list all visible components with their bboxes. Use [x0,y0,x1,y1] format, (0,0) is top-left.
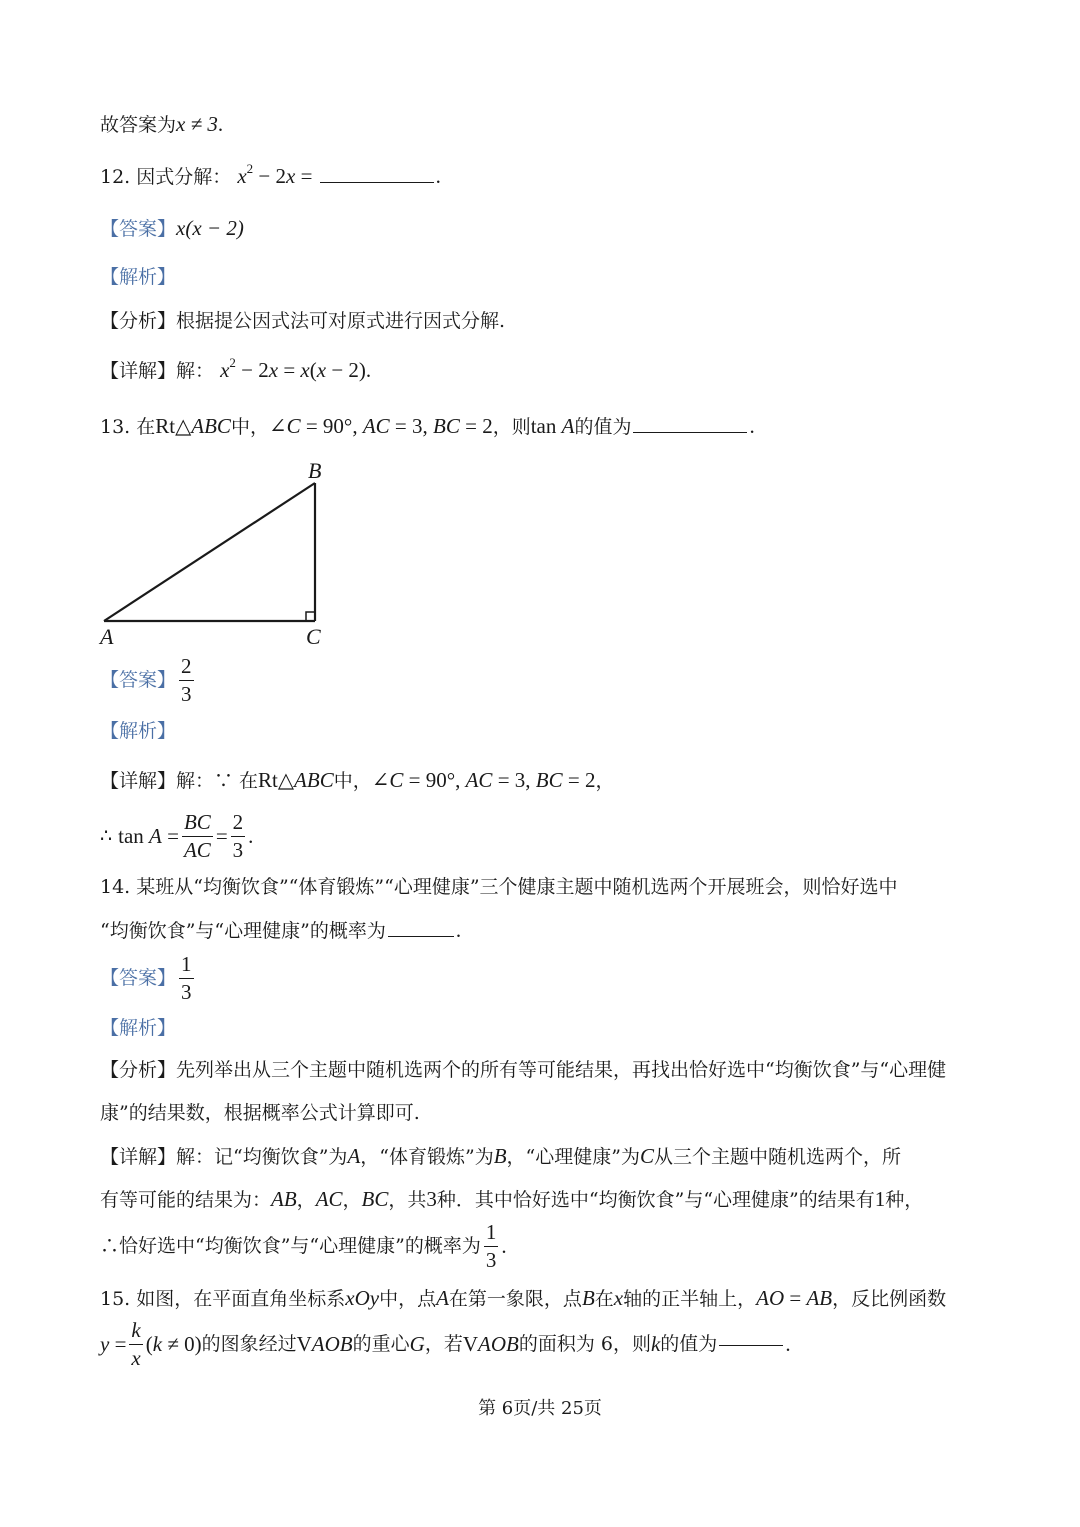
answer-14 [100,954,197,1003]
question-12: 12. 因式分解： $x^2 - 2x$ = . [100,161,441,188]
text: 轴的正半轴上， [623,1288,757,1310]
detail-12-math: $x^2 - 2x = x(x - 2)$. [220,355,372,382]
answer-blank [320,181,434,183]
text: 在 [594,1288,614,1310]
text: ，共 [388,1189,427,1211]
therefore-symbol: ∴ [100,825,119,847]
text: ，反比例函数 [832,1288,947,1310]
text: 的值为 [660,1333,718,1355]
answer-blank [633,431,747,433]
text: ，则 [492,416,531,438]
question-13-text: 13. 在 [100,416,156,438]
text: 中， [230,416,269,438]
detail-14-line2: 有等可能的结果为：AB，AC，BC，共3种．其中恰好选中“均衡饮食”与“心理健康”的结果有1种， [100,1187,924,1211]
text: 【详解】解：记“均衡饮食”为 [100,1146,348,1168]
text: 在第一象限，点 [448,1288,582,1310]
detail-14-line1: 【详解】解：记“均衡饮食”为A，“体育锻炼”为B，“心理健康”为C从三个主题中随机选两个，所 [100,1144,901,1168]
detail-tag: 【详解】解：∵ 在 [100,770,259,792]
text: ，若 [424,1333,463,1355]
question-12-text: 12. 因式分解： [100,166,232,188]
label-c: C [306,624,321,649]
text: 的重心 [352,1333,410,1355]
analysis-14-line2: 康”的结果数，根据概率公式计算即可. [100,1102,420,1124]
math: x ≠ 3 [176,112,218,136]
answer-conclusion-11: 故答案为x ≠ 3. [100,112,224,136]
answer-math: x(x − 2) [176,216,244,240]
page-footer: 第 6页/共 25页 [478,1398,602,1419]
analysis-tag-12: 【解析】 [100,266,177,288]
question-12-expression: $x^2 - 2x$ = [237,161,318,188]
text: 的面积为 6，则 [518,1333,651,1355]
answer-tag: 【答案】 [100,669,177,691]
detail-13: 【详解】解：∵ 在Rt△ABC中，∠C = 90°, AC = 3, BC = 2， [100,768,615,792]
text: 的图象经过 [201,1333,297,1355]
detail-13-result: ∴ tan A = $\frac{BC}{AC}$ = $\frac{2}{3}$ . [100,810,254,862]
answer-fraction: $\frac{1}{3}$ [181,952,192,1004]
analysis-12: 【分析】根据提公因式法可对原式进行因式分解. [100,310,506,332]
detail-12 [100,355,372,382]
question-14-line2: “均衡饮食”与“心理健康”的概率为 . [100,918,462,942]
triangle-figure [96,456,336,652]
question-15-line1: 15. 如图，在平面直角坐标系xOy中，点A在第一象限，点B在x轴的正半轴上，AO = AB，反比例函数 [100,1286,947,1310]
answer-blank [719,1344,783,1346]
answer-tag: 【答案】 [100,218,177,240]
answer-tag: 【答案】 [100,967,177,989]
answer-fraction: $\frac{2}{3}$ [181,654,192,706]
detail-tag: 【详解】解： [100,360,215,382]
text: 的值为 [574,416,632,438]
text: ，“体育锻炼”为 [360,1146,494,1168]
text: 有等可能的结果为： [100,1189,272,1211]
answer-13 [100,656,197,705]
analysis-14-line1: 【分析】先列举出从三个主题中随机选两个的所有等可能结果，再找出恰好选中“均衡饮食”与“心理健 [100,1059,947,1081]
question-13: 13. 在Rt△ABC中，∠C = 90°, AC = 3, BC = 2，则tan A的值为 . [100,414,755,438]
question-14-line1: 14. 某班从“均衡饮食”“体育锻炼”“心理健康”三个健康主题中随机选两个开展班会，则恰好选中 [100,876,898,898]
text: 故答案为 [100,114,177,136]
text: “均衡饮食”与“心理健康”的概率为 [100,920,386,942]
detail-14-line3: ∴恰好选中“均衡饮食”与“心理健康”的概率为 $\frac{1}{3}$ . [100,1220,507,1272]
answer-blank [388,935,454,937]
text: 中， [333,770,372,792]
text: ∴恰好选中“均衡饮食”与“心理健康”的概率为 [100,1235,481,1257]
text: 中，点 [379,1288,437,1310]
text: 15. 如图，在平面直角坐标系 [100,1288,346,1310]
label-a: A [100,624,114,649]
text: 种， [885,1189,924,1211]
analysis-tag-13: 【解析】 [100,720,177,742]
label-b: B [308,458,322,483]
text: 从三个主题中随机选两个，所 [653,1146,901,1168]
text: 种．其中恰好选中“均衡饮食”与“心理健康”的结果有 [436,1189,875,1211]
analysis-tag-14: 【解析】 [100,1017,177,1039]
question-15-line2: y = $\frac{k}{x}$ (k ≠ 0)的图象经过VAOB的重心G，若VAOB的面积为 6，则k的值为 . [100,1318,791,1370]
text: ，“心理健康”为 [506,1146,640,1168]
answer-12 [100,218,244,239]
